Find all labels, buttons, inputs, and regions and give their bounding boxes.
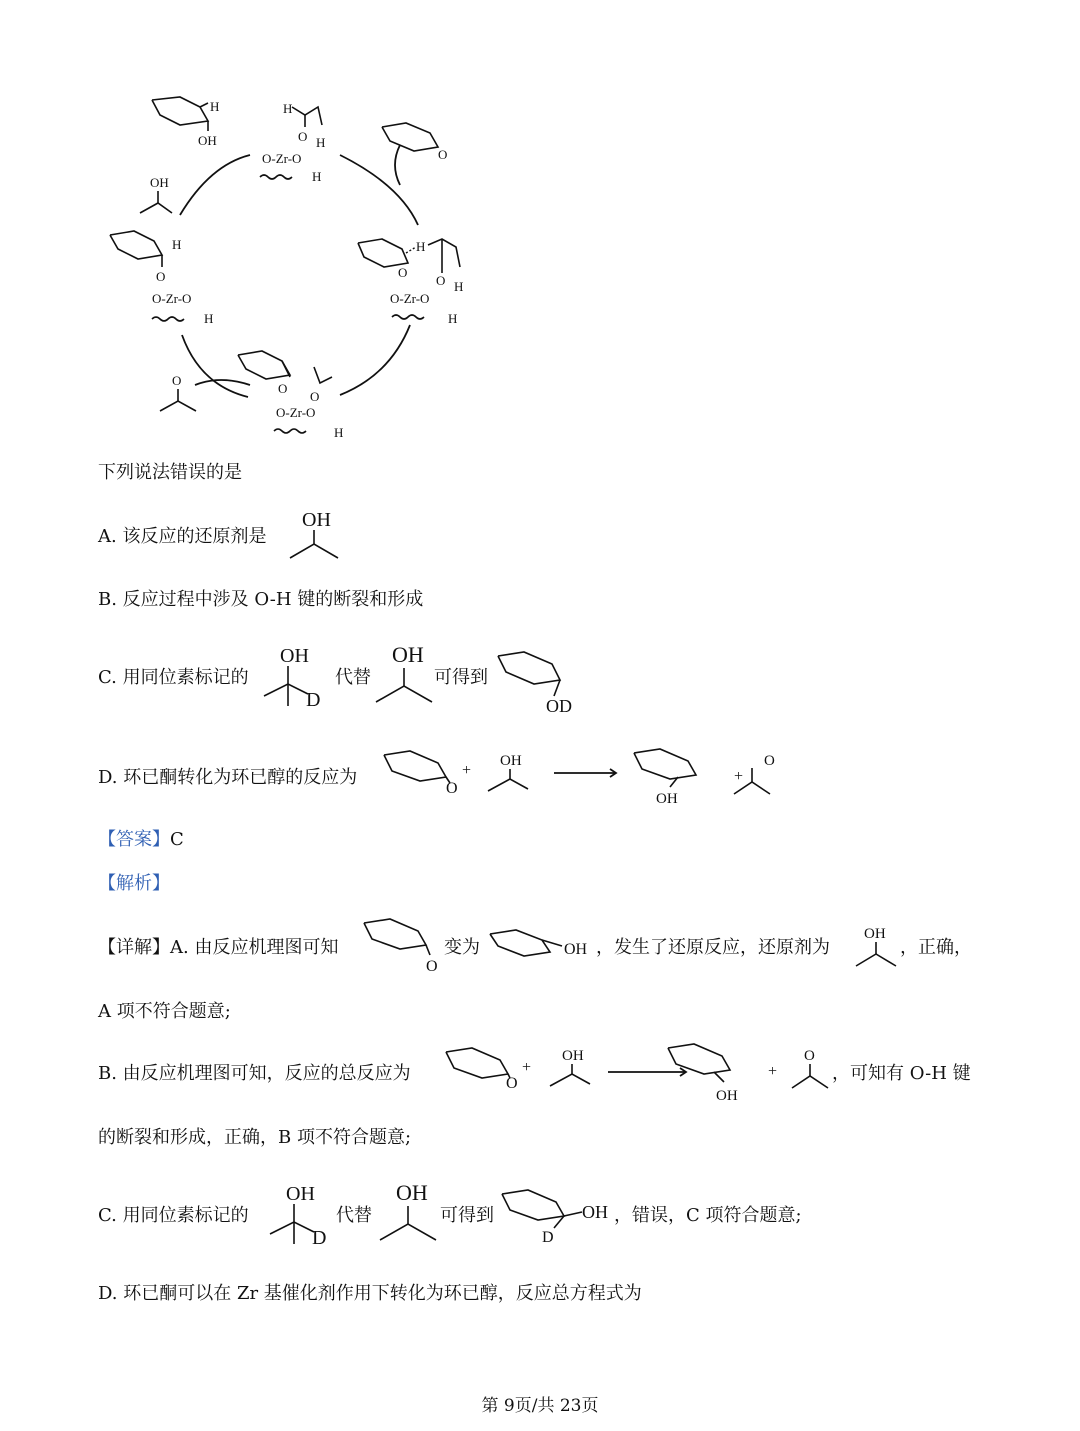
svg-text:H: H xyxy=(454,279,464,294)
deuterated-isopropanol-structure xyxy=(258,640,338,710)
reaction-mechanism-diagram xyxy=(100,85,480,455)
svg-text:O: O xyxy=(764,753,775,769)
svg-text:OH: OH xyxy=(716,1088,738,1104)
svg-text:H: H xyxy=(334,425,344,440)
analysis-d-part1: D. 环已酮可以在 Zr 基催化剂作用下转化为环已醇，反应总方程式为 xyxy=(98,1283,642,1304)
cyclohexanone-top xyxy=(382,123,447,162)
svg-text:H: H xyxy=(448,311,458,326)
svg-text:D: D xyxy=(306,689,321,711)
svg-text:OH: OH xyxy=(286,1183,315,1205)
isopropanol-analysis-c xyxy=(376,1178,442,1248)
cycle-arrow-bottom-left xyxy=(182,335,248,397)
svg-text:O-Zr-O: O-Zr-O xyxy=(390,291,430,306)
analysis-a-part3: ，发生了还原反应，还原剂为 xyxy=(596,937,830,958)
svg-text:O: O xyxy=(310,389,320,404)
svg-text:OD: OD xyxy=(546,696,572,716)
svg-text:OH: OH xyxy=(500,753,522,769)
svg-text:O: O xyxy=(426,958,438,975)
analysis-b-part3: 的断裂和形成，正确，B 项不符合题意; xyxy=(98,1127,412,1148)
analysis-a-part5: A 项不符合题意; xyxy=(98,1001,231,1022)
svg-text:D: D xyxy=(312,1227,327,1249)
isopropanol-structure-c xyxy=(372,640,438,710)
svg-text:OH: OH xyxy=(564,941,588,958)
analysis-a-part1: 【详解】A. 由反应机理图可知 xyxy=(98,937,339,958)
question-stem: 下列说法错误的是 xyxy=(98,462,242,483)
analysis-b-equation xyxy=(440,1042,860,1106)
deuterated-isopropanol-analysis xyxy=(264,1178,344,1248)
cyclohexanone-structure-a xyxy=(360,915,440,975)
svg-text:OH: OH xyxy=(562,1048,584,1064)
cycle-arrow-top-right xyxy=(340,155,418,225)
page-footer: 第 9页/共 23页 xyxy=(481,1396,599,1416)
svg-text:OH: OH xyxy=(864,926,886,942)
answer-row xyxy=(98,828,184,852)
option-c-prefix[interactable]: C. 用同位素标记的 xyxy=(98,667,249,688)
analysis-c-part4: ，错误，C 项符合题意; xyxy=(614,1205,802,1226)
svg-text:O: O xyxy=(156,269,166,284)
svg-text:O: O xyxy=(398,265,408,280)
answer-label: 【答案】 xyxy=(98,829,170,850)
svg-text:+: + xyxy=(734,768,744,785)
zr-isopropoxide-complex xyxy=(260,101,325,184)
option-c-suffix: 可得到 xyxy=(434,667,488,688)
svg-text:H: H xyxy=(312,169,322,184)
analysis-c-part2: 代替 xyxy=(336,1205,372,1226)
svg-text:OH: OH xyxy=(150,175,169,190)
svg-text:O: O xyxy=(446,780,458,797)
svg-text:OH: OH xyxy=(392,642,424,667)
svg-text:OH: OH xyxy=(582,1202,608,1222)
svg-text:H: H xyxy=(283,101,293,116)
svg-text:O: O xyxy=(172,373,182,388)
answer-value: C xyxy=(170,829,184,850)
svg-text:O: O xyxy=(506,1075,518,1092)
option-a[interactable]: A. 该反应的还原剂是 xyxy=(98,526,267,547)
deuterated-cyclohexanol-analysis xyxy=(498,1184,618,1244)
acetone-product xyxy=(160,373,196,411)
analysis-c-part3: 可得到 xyxy=(440,1205,494,1226)
svg-text:O-Zr-O: O-Zr-O xyxy=(276,405,316,420)
svg-text:H: H xyxy=(210,99,220,114)
analysis-b-part2: ，可知有 O-H 键 xyxy=(832,1063,971,1084)
option-d[interactable]: D. 环已酮转化为环已醇的反应为 xyxy=(98,767,358,788)
cyclohexanone-in-arrow xyxy=(395,145,400,185)
svg-text:OH: OH xyxy=(656,791,678,807)
svg-text:OH: OH xyxy=(302,509,331,531)
isopropanol-structure-analysis-a xyxy=(852,922,900,972)
svg-text:+: + xyxy=(462,762,472,779)
svg-text:O: O xyxy=(298,129,308,144)
svg-text:H: H xyxy=(172,237,182,252)
analysis-a-part4: ，正确， xyxy=(900,937,972,958)
cyclohexanol-structure-a xyxy=(486,924,596,964)
option-b[interactable]: B. 反应过程中涉及 O-H 键的断裂和形成 xyxy=(98,589,424,610)
svg-text:O: O xyxy=(804,1048,815,1064)
svg-text:O-Zr-O: O-Zr-O xyxy=(152,291,192,306)
svg-text:+: + xyxy=(768,1063,778,1080)
svg-text:D: D xyxy=(542,1229,554,1246)
analysis-a-part2: 变为 xyxy=(444,937,480,958)
svg-text:OH: OH xyxy=(198,133,217,148)
svg-text:OH: OH xyxy=(280,645,309,667)
svg-text:O-Zr-O: O-Zr-O xyxy=(262,151,302,166)
analysis-c-part1: C. 用同位素标记的 xyxy=(98,1205,249,1226)
option-d-equation xyxy=(378,745,778,809)
isopropanol-left xyxy=(140,175,172,213)
svg-text:OH: OH xyxy=(396,1180,428,1205)
cycle-arrow-bottom-right xyxy=(340,325,410,395)
cycle-arrow-top-left xyxy=(180,155,250,215)
svg-text:H: H xyxy=(416,239,426,254)
acetone-out-arrow xyxy=(195,380,250,385)
transition-complex-right xyxy=(358,239,463,326)
analysis-label: 【解析】 xyxy=(98,873,170,894)
analysis-b-part1: B. 由反应机理图可知，反应的总反应为 xyxy=(98,1063,411,1084)
cyclohexanol-top xyxy=(152,97,219,148)
svg-text:+: + xyxy=(522,1059,532,1076)
svg-text:H: H xyxy=(204,311,214,326)
isopropanol-structure-a xyxy=(284,506,344,566)
alkoxide-acetone-complex xyxy=(238,351,343,440)
option-c-mid: 代替 xyxy=(335,667,371,688)
svg-text:H: H xyxy=(316,135,326,150)
svg-text:O: O xyxy=(438,147,448,162)
svg-text:O: O xyxy=(436,273,446,288)
acetone-structure-d xyxy=(730,752,776,802)
svg-text:O: O xyxy=(278,381,288,396)
cyclohexyloxide-complex-left xyxy=(110,231,213,326)
deuterated-cyclohexanol-structure xyxy=(494,642,584,714)
